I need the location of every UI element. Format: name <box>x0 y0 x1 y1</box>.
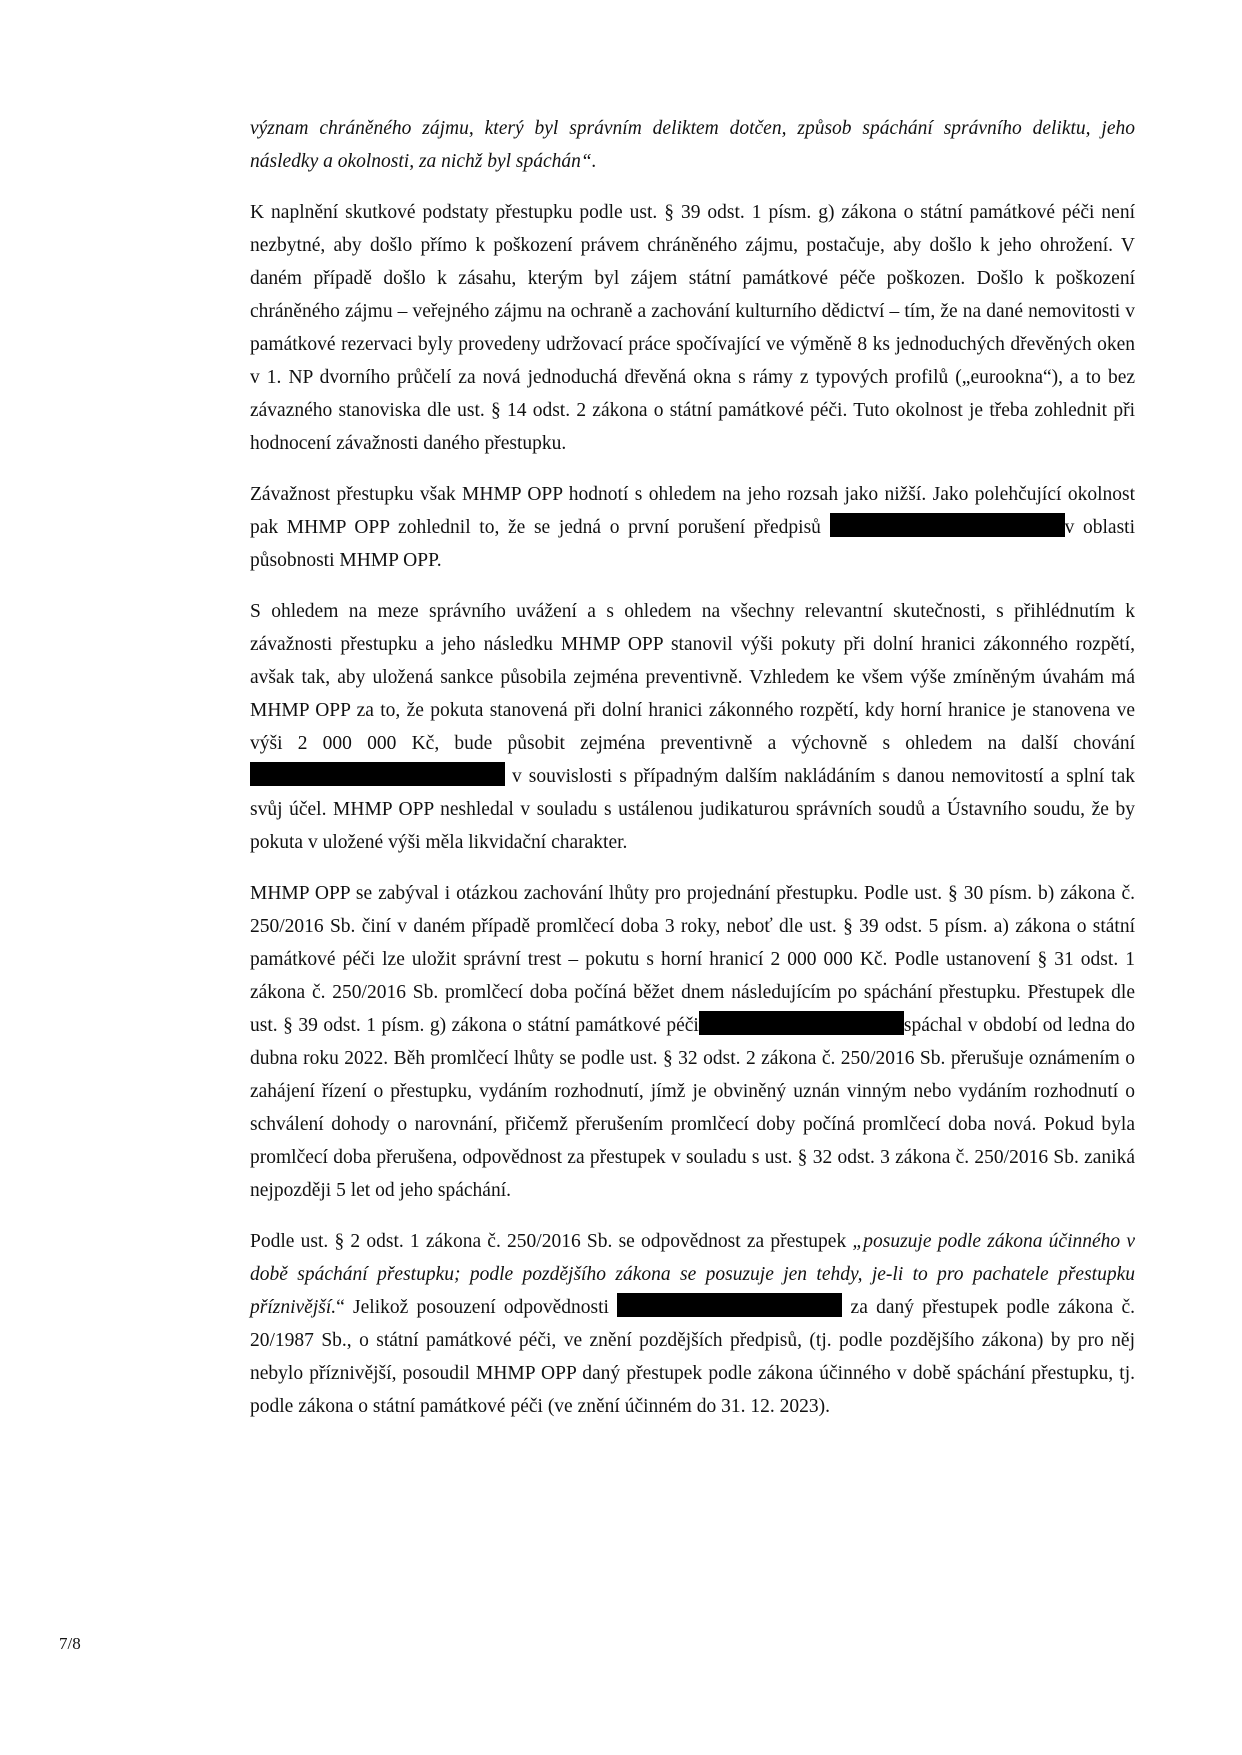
paragraph-text: význam chráněného zájmu, který byl správním deliktem dotčen, způsob spáchání správního deliktu, jeho následky a okolnosti, za nichž byl spáchán“. <box>250 118 1135 172</box>
paragraph-text: spáchal v období od ledna do dubna roku 2022. Běh promlčecí lhůty se podle ust. § 32 odst. 2 zákona č. 250/2016 Sb. přerušuje oznámením o zahájení řízení o přestupku, vydáním rozhodnutí, jímž je obviněný uznán vinným nebo vydáním rozhodnutí o schválení dohody o narovnání, přičemž přerušením promlčecí doby počíná promlčecí doba nová. Pokud byla promlčecí doba přerušena, odpovědnost za přestupek v souladu s ust. § 32 odst. 3 zákona č. 250/2016 Sb. zaniká nejpozději 5 let od jeho spáchání. <box>250 1015 1136 1201</box>
quote-continuation-paragraph <box>250 112 1135 178</box>
paragraph-text: v oblasti působnosti MHMP OPP. <box>250 517 1135 571</box>
page-number: 7/8 <box>59 1634 81 1653</box>
redaction-block <box>617 1293 842 1317</box>
fine-amount-paragraph <box>250 595 1135 859</box>
redaction-block <box>250 762 505 786</box>
paragraph-text: v souvislosti s případným dalším nakládáním s danou nemovitostí a splní tak svůj účel. MHMP OPP neshledal v souladu s ustálenou judikaturou správních soudů a Ústavního soudu, že by pokuta v uložené výši měla likvidační charakter. <box>250 766 1135 853</box>
offence-definition-paragraph <box>250 196 1135 460</box>
document-body <box>250 112 1135 1441</box>
paragraph-text: Podle ust. § 2 odst. 1 zákona č. 250/2016 Sb. se odpovědnost za přestupek <box>250 1231 853 1252</box>
redaction-block <box>699 1011 904 1035</box>
paragraph-text: Závažnost přestupku však MHMP OPP hodnotí s ohledem na jeho rozsah jako nižší. Jako polehčující okolnost pak MHMP OPP zohlednil to, že se jedná o první porušení předpisů <box>250 484 1135 538</box>
paragraph-text: S ohledem na meze správního uvážení a s ohledem na všechny relevantní skutečnosti, s přihlédnutím k závažnosti přestupku a jeho následku MHMP OPP stanovil výši pokuty při dolní hranici zákonného rozpětí, avšak tak, aby uložená sankce působila zejména preventivně. Vzhledem ke všem výše zmíněným úvahám má MHMP OPP za to, že pokuta stanovená při dolní hranici zákonného rozpětí, kdy horní hranice je stanovena ve výši 2 000 000 Kč, bude působit zejména preventivně a výchovně s ohledem na další chování <box>250 601 1135 754</box>
quoted-law-text: „posuzuje podle zákona účinného v době spáchání přestupku; podle pozdějšího zákona se posuzuje jen tehdy, je-li to pro pachatele přestupku příznivější. <box>250 1231 1136 1318</box>
applicable-law-paragraph <box>250 1225 1135 1423</box>
redaction-block <box>830 513 1065 537</box>
paragraph-text: za daný přestupek podle zákona č. 20/1987 Sb., o státní památkové péči, ve znění pozdějších předpisů, (tj. podle pozdějšího zákona) by pro něj nebylo příznivější, posoudil MHMP OPP daný přestupek podle zákona účinného v době spáchání přestupku, tj. podle zákona o státní památkové péči (ve znění účinném do 31. 12. 2023). <box>250 1297 1135 1417</box>
limitation-period-paragraph <box>250 877 1135 1207</box>
paragraph-text: K naplnění skutkové podstaty přestupku podle ust. § 39 odst. 1 písm. g) zákona o státní památkové péči není nezbytné, aby došlo přímo k poškození právem chráněného zájmu, postačuje, aby došlo k jeho ohrožení. V daném případě došlo k zásahu, kterým byl zájem státní památkové péče poškozen. Došlo k poškození chráněného zájmu – veřejného zájmu na ochraně a zachování kulturního dědictví – tím, že na dané nemovitosti v památkové rezervaci byly provedeny udržovací práce spočívající ve výměně 8 ks jednoduchých dřevěných oken v 1. NP dvorního průčelí za nová jednoduchá dřevěná okna s rámy z typových profilů („eurookna“), a to bez závazného stanoviska dle ust. § 14 odst. 2 zákona o státní památkové péči. Tuto okolnost je třeba zohlednit při hodnocení závažnosti daného přestupku. <box>250 202 1135 454</box>
paragraph-text: “ Jelikož posouzení odpovědnosti <box>336 1297 618 1318</box>
severity-paragraph <box>250 478 1135 577</box>
paragraph-text: MHMP OPP se zabýval i otázkou zachování lhůty pro projednání přestupku. Podle ust. § 30 písm. b) zákona č. 250/2016 Sb. činí v daném případě promlčecí doba 3 roky, neboť dle ust. § 39 odst. 5 písm. a) zákona o státní památkové péči lze uložit správní trest – pokutu s horní hranicí 2 000 000 Kč. Podle ustanovení § 31 odst. 1 zákona č. 250/2016 Sb. promlčecí doba počíná běžet dnem následujícím po spáchání přestupku. Přestupek dle ust. § 39 odst. 1 písm. g) zákona o státní památkové péči <box>250 883 1135 1036</box>
